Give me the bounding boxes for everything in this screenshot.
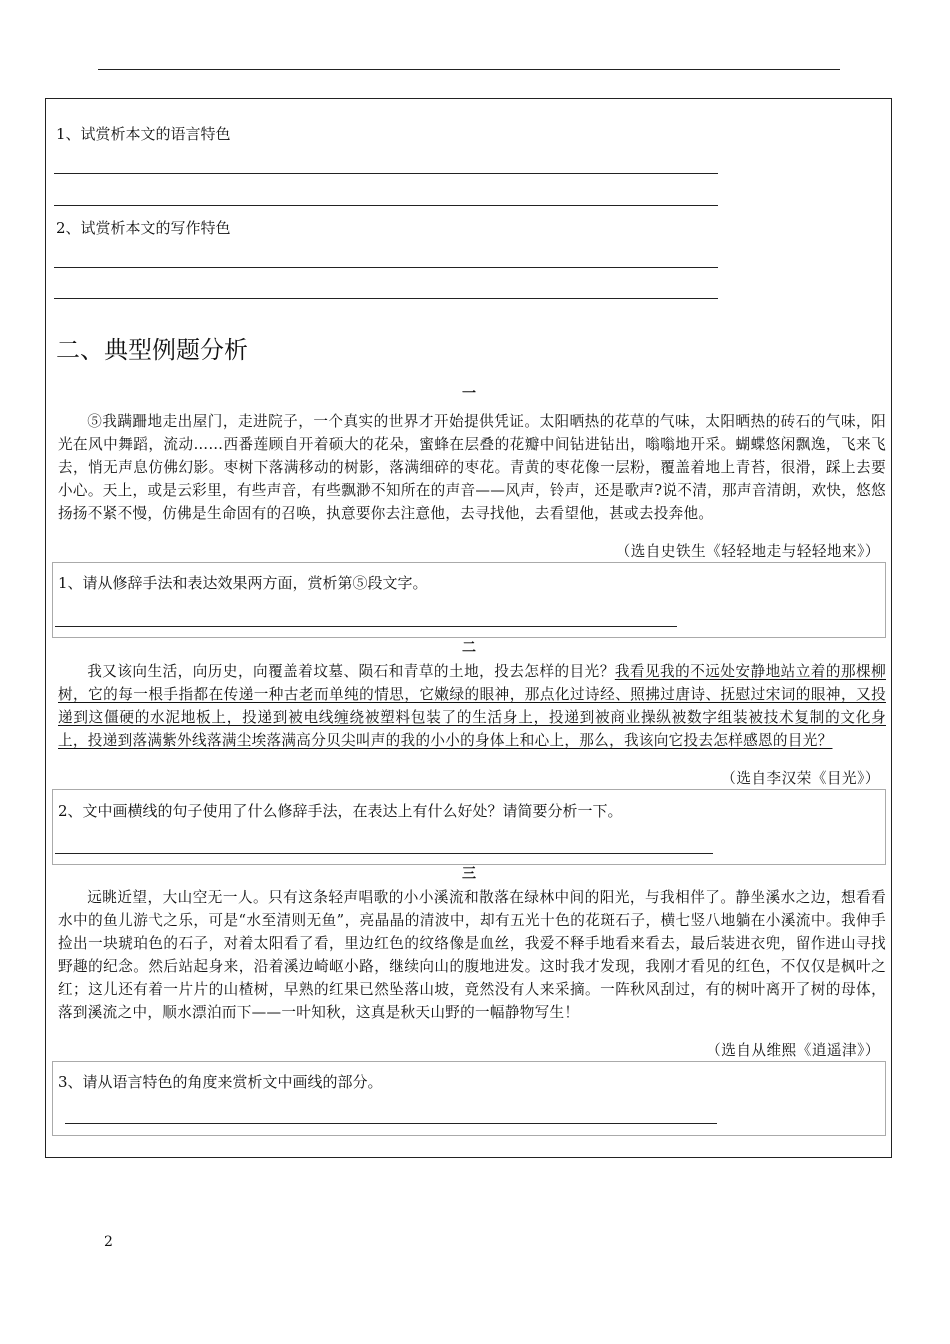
answer-line[interactable] bbox=[55, 853, 713, 854]
header-rule bbox=[98, 69, 840, 70]
question-box bbox=[52, 789, 886, 865]
answer-line[interactable] bbox=[55, 626, 677, 627]
answer-line[interactable] bbox=[54, 205, 718, 206]
answer-line[interactable] bbox=[65, 1123, 717, 1124]
underlined-sentence: 我看见我的不远处安静地站立着的那棵柳树，它的每一根手指都在传递一种古老而单纯的情思，它嫩绿的眼神，那点化过诗经、照拂过唐诗、抚慰过宋词的眼神，又投递到这僵硬的水泥地板上，投递到被电线缠绕被塑料包装了的生活身上，投递到被商业操纵被数字组装被技术复制的文化身上，投递到落满紫外线落满尘埃落满高分贝尖叫声的我的小小的身体上和心上，那么，我该向它投去怎样感恩的目光？ bbox=[58, 663, 886, 749]
question-language-features: 1、试赏析本文的语言特色 bbox=[56, 125, 231, 143]
passage-number: 三 bbox=[462, 866, 476, 882]
passage-text bbox=[58, 660, 886, 752]
page-number: 2 bbox=[104, 1234, 113, 1250]
passage-number: 二 bbox=[462, 640, 476, 656]
passage-source: （选自李汉荣《目光》） bbox=[721, 770, 880, 787]
question-text: 3、请从语言特色的角度来赏析文中画线的部分。 bbox=[58, 1073, 383, 1091]
passage-text: 远眺近望，大山空无一人。只有这条轻声唱歌的小小溪流和散落在绿林中间的阳光，与我相伴了。静坐溪水之边，想看看水中的鱼儿游弋之乐，可是“水至清则无鱼”，亮晶晶的清波中，却有五光十色的花斑石子，横七竖八地躺在小溪流中。我伸手捡出一块琥珀色的石子，对着太阳看了看，里边红色的纹络像是血丝，我爱不释手地看来看去，最后装进衣兜，留作进山寻找野趣的纪念。然后站起身来，沿着溪边崎岖小路，继续向山的腹地进发。这时我才发现，我刚才看见的红色，不仅仅是枫叶之红；这儿还有着一片片的山楂树，早熟的红果已然坠落山坡，竟然没有人来采摘。一阵秋风刮过，有的树叶离开了树的母体，落到溪流之中，顺水漂泊而下——一叶知秋，这真是秋天山野的一幅静物写生！ bbox=[58, 889, 886, 1021]
question-writing-features: 2、试赏析本文的写作特色 bbox=[56, 219, 231, 237]
question-text: 2、文中画横线的句子使用了什么修辞手法，在表达上有什么好处？请简要分析一下。 bbox=[58, 802, 623, 820]
passage-text: ⑤我蹒跚地走出屋门，走进院子，一个真实的世界才开始提供凭证。太阳晒热的花草的气味，太阳晒热的砖石的气味，阳光在风中舞蹈，流动……西番莲顾自开着硕大的花朵，蜜蜂在层叠的花瓣中间钻进钻出，嗡嗡地开采。蝴蝶悠闲飘逸，飞来飞去，悄无声息仿佛幻影。枣树下落满移动的树影，落满细碎的枣花。青黄的枣花像一层粉，覆盖着地上青苔，很滑，踩上去要小心。天上，或是云彩里，有些声音，有些飘渺不知所在的声音——风声，铃声，还是歌声?说不清，那声音清朗，欢快，悠悠扬扬不紧不慢，仿佛是生命固有的召唤，执意要你去注意他，去寻找他，去看望他，甚或去投奔他。 bbox=[58, 413, 886, 522]
question-box bbox=[52, 562, 886, 638]
passage-number: 一 bbox=[462, 386, 476, 402]
question-box bbox=[52, 1061, 886, 1136]
answer-line[interactable] bbox=[54, 298, 718, 299]
section-title: 二、典型例题分析 bbox=[56, 336, 248, 364]
passage-source: （选自史铁生《轻轻地走与轻轻地来》） bbox=[615, 543, 880, 560]
answer-line[interactable] bbox=[54, 173, 718, 174]
question-text: 1、请从修辞手法和表达效果两方面，赏析第⑤段文字。 bbox=[58, 574, 428, 592]
answer-line[interactable] bbox=[54, 267, 718, 268]
passage-plain-text: 我又该向生活，向历史，向覆盖着坟墓、陨石和青草的土地，投去怎样的目光？ bbox=[87, 663, 615, 680]
passage-source: （选自从维熙《逍遥津》） bbox=[706, 1042, 880, 1059]
